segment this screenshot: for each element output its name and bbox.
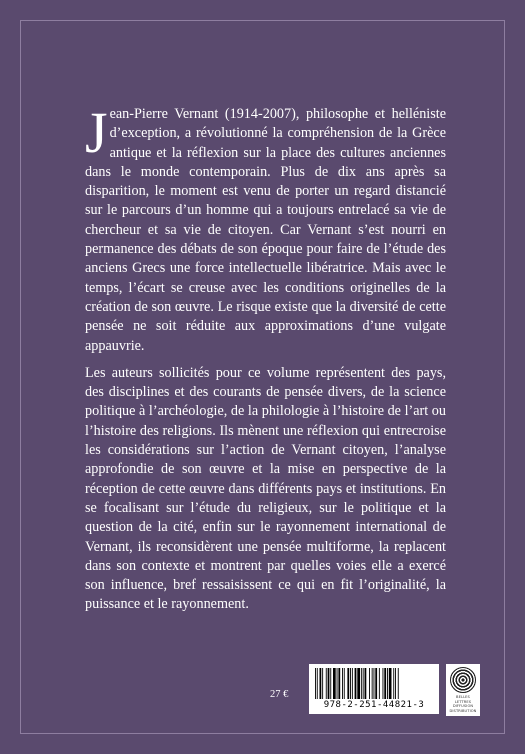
- barcode-bars: [313, 668, 435, 699]
- publisher-logo: [446, 664, 480, 716]
- publisher-logo-line: DISTRIBUTION: [449, 708, 477, 713]
- blurb-paragraph-1-text: ean-Pierre Vernant (1914-2007), philosophe et helléniste d’exception, a révolutionné la compréhension de la Grèce antique et la réflexion sur la place des cultures anciennes dans le monde contemporain. Plus de dix ans après sa disparition, le moment est venu de porter un regard distancié sur le parcours d’un homme qui a toujours entrelacé sa vie de chercheur et sa vie de citoyen. Car Vernant s’est nourri en permanence des débats de son époque pour faire de l’étude des anciens Grecs une force intellectuelle libératrice. Mais avec le temps, l’écart se creuse avec les conditions originelles de la création de son œuvre. Le risque existe que la diversité de cette pensée ne soit réduite aux approximations d’une vulgate appauvrie.: [85, 106, 446, 354]
- blurb-paragraph-1: [85, 100, 446, 356]
- drop-cap: J: [85, 100, 108, 165]
- publisher-logo-text: [446, 695, 480, 713]
- isbn-barcode: [309, 664, 439, 714]
- publisher-seal-icon: [450, 667, 476, 693]
- price-label: 27 €: [270, 689, 289, 700]
- publisher-logo-line: BELLES: [456, 695, 470, 699]
- back-cover-blurb: [85, 100, 446, 615]
- publisher-logo-line: LETTRES: [454, 699, 472, 704]
- blurb-paragraph-2: Les auteurs sollicités pour ce volume représentent des pays, des disciplines et des courants de pensée divers, de la science politique à l’archéologie, de la philologie à l’histoire de l’art ou l’histoire des religions. Ils mènent une réflexion qui entrecroise les considérations sur l’action de Vernant citoyen, l’analyse approfondie de son œuvre et la mise en perspective de la réception de cette œuvre dans différents pays et institutions. En se focalisant sur l’étude du religieux, sur le politique et la question de la cité, enfin sur le rayonnement international de Vernant, ils reconsidèrent une pensée multiforme, la replacent dans son contexte et montrent par quelles voies elle a exercé son influence, bref ressaisissent ce qui en fit l’originalité, la puissance et le rayonnement.: [85, 364, 446, 613]
- publisher-logo-line: DIFFUSION: [452, 704, 474, 709]
- isbn-number: 978-2-251-44821-3: [323, 700, 425, 710]
